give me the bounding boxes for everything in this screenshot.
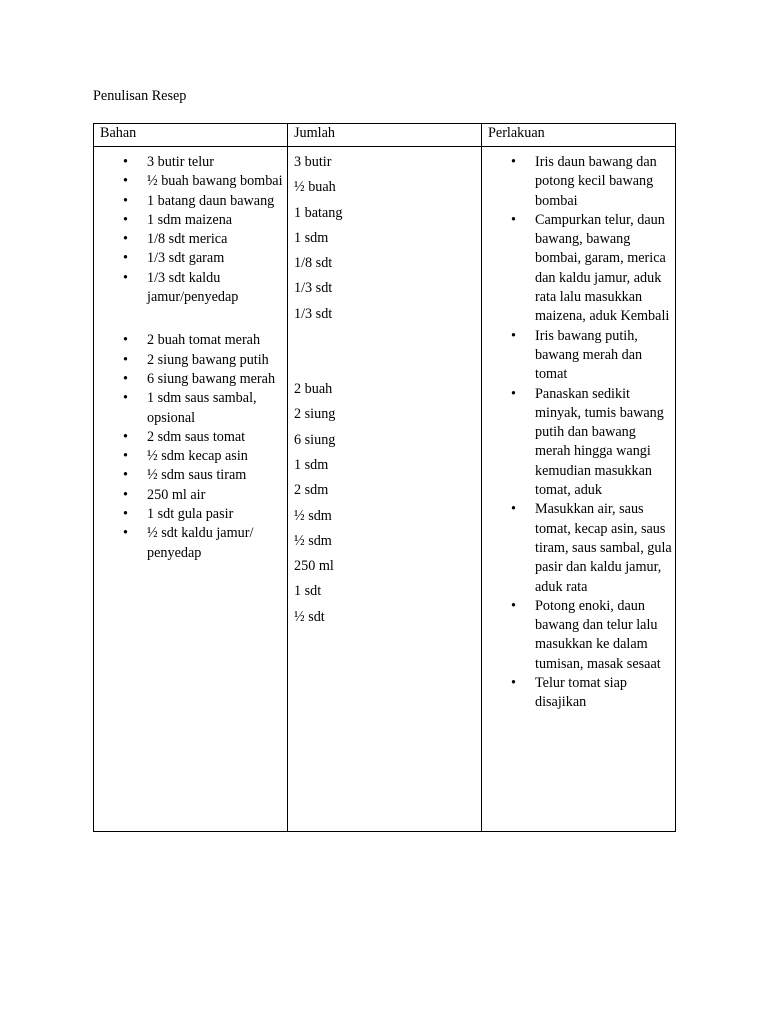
recipe-table <box>93 123 676 832</box>
perlakuan-cell <box>482 147 676 832</box>
bahan-item: • 1/3 sdt kaldu jamur/penyedap <box>94 269 287 308</box>
bahan-item: • 1 sdt gula pasir <box>94 505 287 524</box>
bahan-item: • ½ sdm kecap asin <box>94 447 287 466</box>
bahan-item: • 2 sdm saus tomat <box>94 428 287 447</box>
jumlah-item: 1 sdt <box>294 583 322 600</box>
bahan-item: • 1/3 sdt garam <box>94 249 287 268</box>
perlakuan-step: • Campurkan telur, daun bawang, bawang bombai, garam, merica dan kaldu jamur, aduk rata lalu masukkan maizena, aduk Kembali <box>482 211 675 327</box>
bahan-item: • 1 sdm maizena <box>94 211 287 230</box>
bahan-item: • 3 butir telur <box>94 153 287 172</box>
bahan-item: • 2 buah tomat merah <box>94 331 287 350</box>
bahan-list-2 <box>94 331 287 563</box>
jumlah-item: 2 sdm <box>294 482 329 499</box>
bahan-list-1 <box>94 153 287 307</box>
jumlah-item: 1 sdm <box>294 456 329 473</box>
header-jumlah: Jumlah <box>288 124 482 147</box>
bahan-item: • ½ sdm saus tiram <box>94 466 287 485</box>
jumlah-item: 1/8 sdt <box>294 255 333 272</box>
document-title: Penulisan Resep <box>93 88 187 104</box>
jumlah-item: 6 siung <box>294 431 336 448</box>
table-header-row <box>94 124 676 147</box>
bahan-item: • 1/8 sdt merica <box>94 230 287 249</box>
jumlah-item: 250 ml <box>294 558 334 575</box>
perlakuan-list <box>482 153 675 713</box>
header-bahan: Bahan <box>94 124 288 147</box>
bahan-item: • ½ buah bawang bombai <box>94 172 287 191</box>
perlakuan-step: • Iris daun bawang dan potong kecil bawang bombai <box>482 153 675 211</box>
bahan-item: • 250 ml air <box>94 486 287 505</box>
jumlah-item: 1 batang <box>294 204 343 221</box>
jumlah-item: 1 sdm <box>294 229 329 246</box>
table-body-row <box>94 147 676 832</box>
bahan-item: • ½ sdt kaldu jamur/ penyedap <box>94 524 287 563</box>
jumlah-item: ½ sdt <box>294 608 325 625</box>
jumlah-item: 2 buah <box>294 381 333 398</box>
jumlah-item: ½ sdm <box>294 532 332 549</box>
jumlah-item: 3 butir <box>294 154 332 170</box>
perlakuan-step: • Telur tomat siap disajikan <box>482 674 675 713</box>
jumlah-item: ½ buah <box>294 179 336 196</box>
jumlah-item: 2 siung <box>294 406 336 423</box>
perlakuan-step: • Potong enoki, daun bawang dan telur lalu masukkan ke dalam tumisan, masak sesaat <box>482 597 675 674</box>
jumlah-cell <box>288 147 482 832</box>
jumlah-item: 1/3 sdt <box>294 280 333 297</box>
perlakuan-step: • Iris bawang putih, bawang merah dan tomat <box>482 327 675 385</box>
bahan-item: • 6 siung bawang merah <box>94 370 287 389</box>
header-perlakuan: Perlakuan <box>482 124 676 147</box>
bahan-item: • 1 sdm saus sambal, opsional <box>94 389 287 428</box>
bahan-cell <box>94 147 288 832</box>
perlakuan-step: • Masukkan air, saus tomat, kecap asin, saus tiram, saus sambal, gula pasir dan kaldu jamur, aduk rata <box>482 500 675 596</box>
jumlah-item: ½ sdm <box>294 507 332 524</box>
jumlah-item: 1/3 sdt <box>294 305 333 322</box>
bahan-item: • 1 batang daun bawang <box>94 192 287 211</box>
bahan-item: • 2 siung bawang putih <box>94 351 287 370</box>
perlakuan-step: • Panaskan sedikit minyak, tumis bawang putih dan bawang merah hingga wangi kemudian masukkan tomat, aduk <box>482 385 675 501</box>
